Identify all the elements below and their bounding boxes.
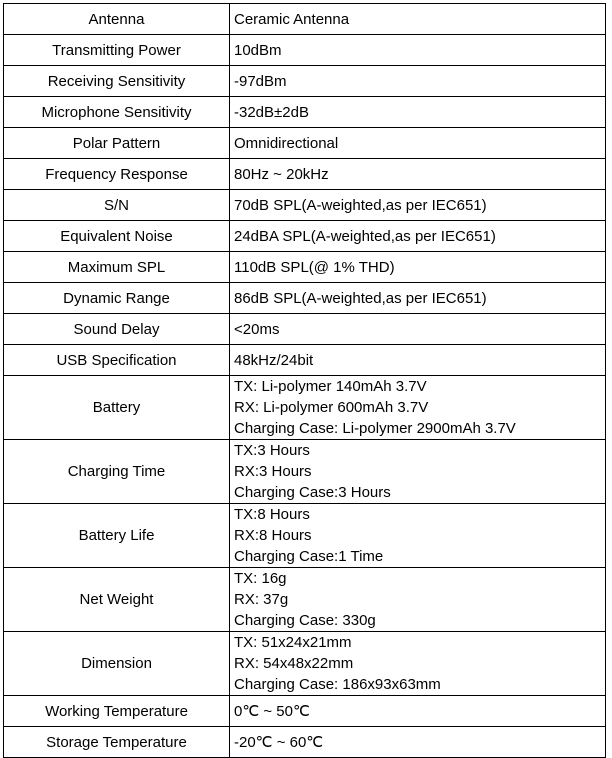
spec-value-line: Charging Case:1 Time <box>234 548 384 565</box>
spec-row <box>4 696 606 727</box>
spec-value-line: 86dB SPL(A-weighted,as per IEC651) <box>234 289 487 307</box>
spec-value <box>230 35 606 66</box>
spec-row <box>4 376 606 440</box>
spec-label: Working Temperature <box>4 696 230 727</box>
spec-value-line: 24dBA SPL(A-weighted,as per IEC651) <box>234 227 496 245</box>
spec-row <box>4 190 606 221</box>
spec-value <box>230 221 606 252</box>
spec-label: Storage Temperature <box>4 727 230 758</box>
spec-value <box>230 727 606 758</box>
spec-value-line: TX: 51x24x21mm <box>234 634 352 651</box>
spec-value-line: 48kHz/24bit <box>234 351 314 369</box>
spec-value-line: RX: Li-polymer 600mAh 3.7V <box>234 399 429 416</box>
spec-value-line: 0℃ ~ 50℃ <box>234 702 310 720</box>
spec-value-line: TX: Li-polymer 140mAh 3.7V <box>234 378 427 395</box>
spec-value-line: -20℃ ~ 60℃ <box>234 733 324 751</box>
spec-row <box>4 632 606 696</box>
spec-value-line: 110dB SPL(@ 1% THD) <box>234 258 395 276</box>
spec-value <box>230 440 606 504</box>
spec-value-line: RX: 54x48x22mm <box>234 655 354 672</box>
spec-value-line: TX:8 Hours <box>234 506 310 523</box>
spec-value-line: Charging Case: 330g <box>234 612 376 629</box>
spec-label: Frequency Response <box>4 159 230 190</box>
spec-value-line: Charging Case:3 Hours <box>234 484 391 501</box>
spec-value <box>230 283 606 314</box>
spec-value-line: -97dBm <box>234 72 287 90</box>
spec-label: USB Specification <box>4 345 230 376</box>
spec-label: Receiving Sensitivity <box>4 66 230 97</box>
spec-value <box>230 66 606 97</box>
spec-row <box>4 97 606 128</box>
spec-value-line: <20ms <box>234 320 280 338</box>
spec-value-line: TX: 16g <box>234 570 287 587</box>
spec-table-body <box>4 4 606 758</box>
spec-row <box>4 440 606 504</box>
spec-row <box>4 504 606 568</box>
spec-value-line: RX: 37g <box>234 591 289 608</box>
spec-value-line: 10dBm <box>234 41 282 59</box>
spec-value-line: 70dB SPL(A-weighted,as per IEC651) <box>234 196 487 214</box>
spec-value <box>230 159 606 190</box>
spec-value-line: Charging Case: 186x93x63mm <box>234 676 441 693</box>
spec-value-line: TX:3 Hours <box>234 442 310 459</box>
spec-label: Maximum SPL <box>4 252 230 283</box>
spec-label: Equivalent Noise <box>4 221 230 252</box>
spec-label: Battery Life <box>4 504 230 568</box>
spec-value-line: Ceramic Antenna <box>234 10 350 28</box>
spec-label: Dynamic Range <box>4 283 230 314</box>
spec-value <box>230 97 606 128</box>
spec-label: Charging Time <box>4 440 230 504</box>
spec-row <box>4 727 606 758</box>
spec-value-line: 80Hz ~ 20kHz <box>234 165 329 183</box>
spec-value <box>230 696 606 727</box>
spec-label: Net Weight <box>4 568 230 632</box>
spec-row <box>4 159 606 190</box>
spec-row <box>4 4 606 35</box>
spec-value <box>230 128 606 159</box>
spec-row <box>4 221 606 252</box>
spec-value <box>230 190 606 221</box>
spec-value-line: RX:3 Hours <box>234 463 312 480</box>
spec-value <box>230 4 606 35</box>
spec-value-line: Charging Case: Li-polymer 2900mAh 3.7V <box>234 420 516 437</box>
spec-value <box>230 568 606 632</box>
spec-row <box>4 35 606 66</box>
spec-value-line: RX:8 Hours <box>234 527 312 544</box>
spec-label: S/N <box>4 190 230 221</box>
spec-row <box>4 283 606 314</box>
spec-label: Antenna <box>4 4 230 35</box>
spec-row <box>4 66 606 97</box>
spec-label: Transmitting Power <box>4 35 230 66</box>
spec-label: Polar Pattern <box>4 128 230 159</box>
spec-value <box>230 504 606 568</box>
spec-label: Battery <box>4 376 230 440</box>
spec-row <box>4 252 606 283</box>
spec-value <box>230 376 606 440</box>
spec-label: Microphone Sensitivity <box>4 97 230 128</box>
spec-label: Dimension <box>4 632 230 696</box>
spec-row <box>4 128 606 159</box>
spec-value-line: -32dB±2dB <box>234 103 309 121</box>
spec-label: Sound Delay <box>4 314 230 345</box>
spec-value <box>230 252 606 283</box>
spec-table <box>3 3 606 758</box>
spec-value <box>230 345 606 376</box>
spec-value <box>230 314 606 345</box>
spec-row <box>4 568 606 632</box>
spec-value <box>230 632 606 696</box>
spec-row <box>4 314 606 345</box>
spec-row <box>4 345 606 376</box>
spec-value-line: Omnidirectional <box>234 134 339 152</box>
